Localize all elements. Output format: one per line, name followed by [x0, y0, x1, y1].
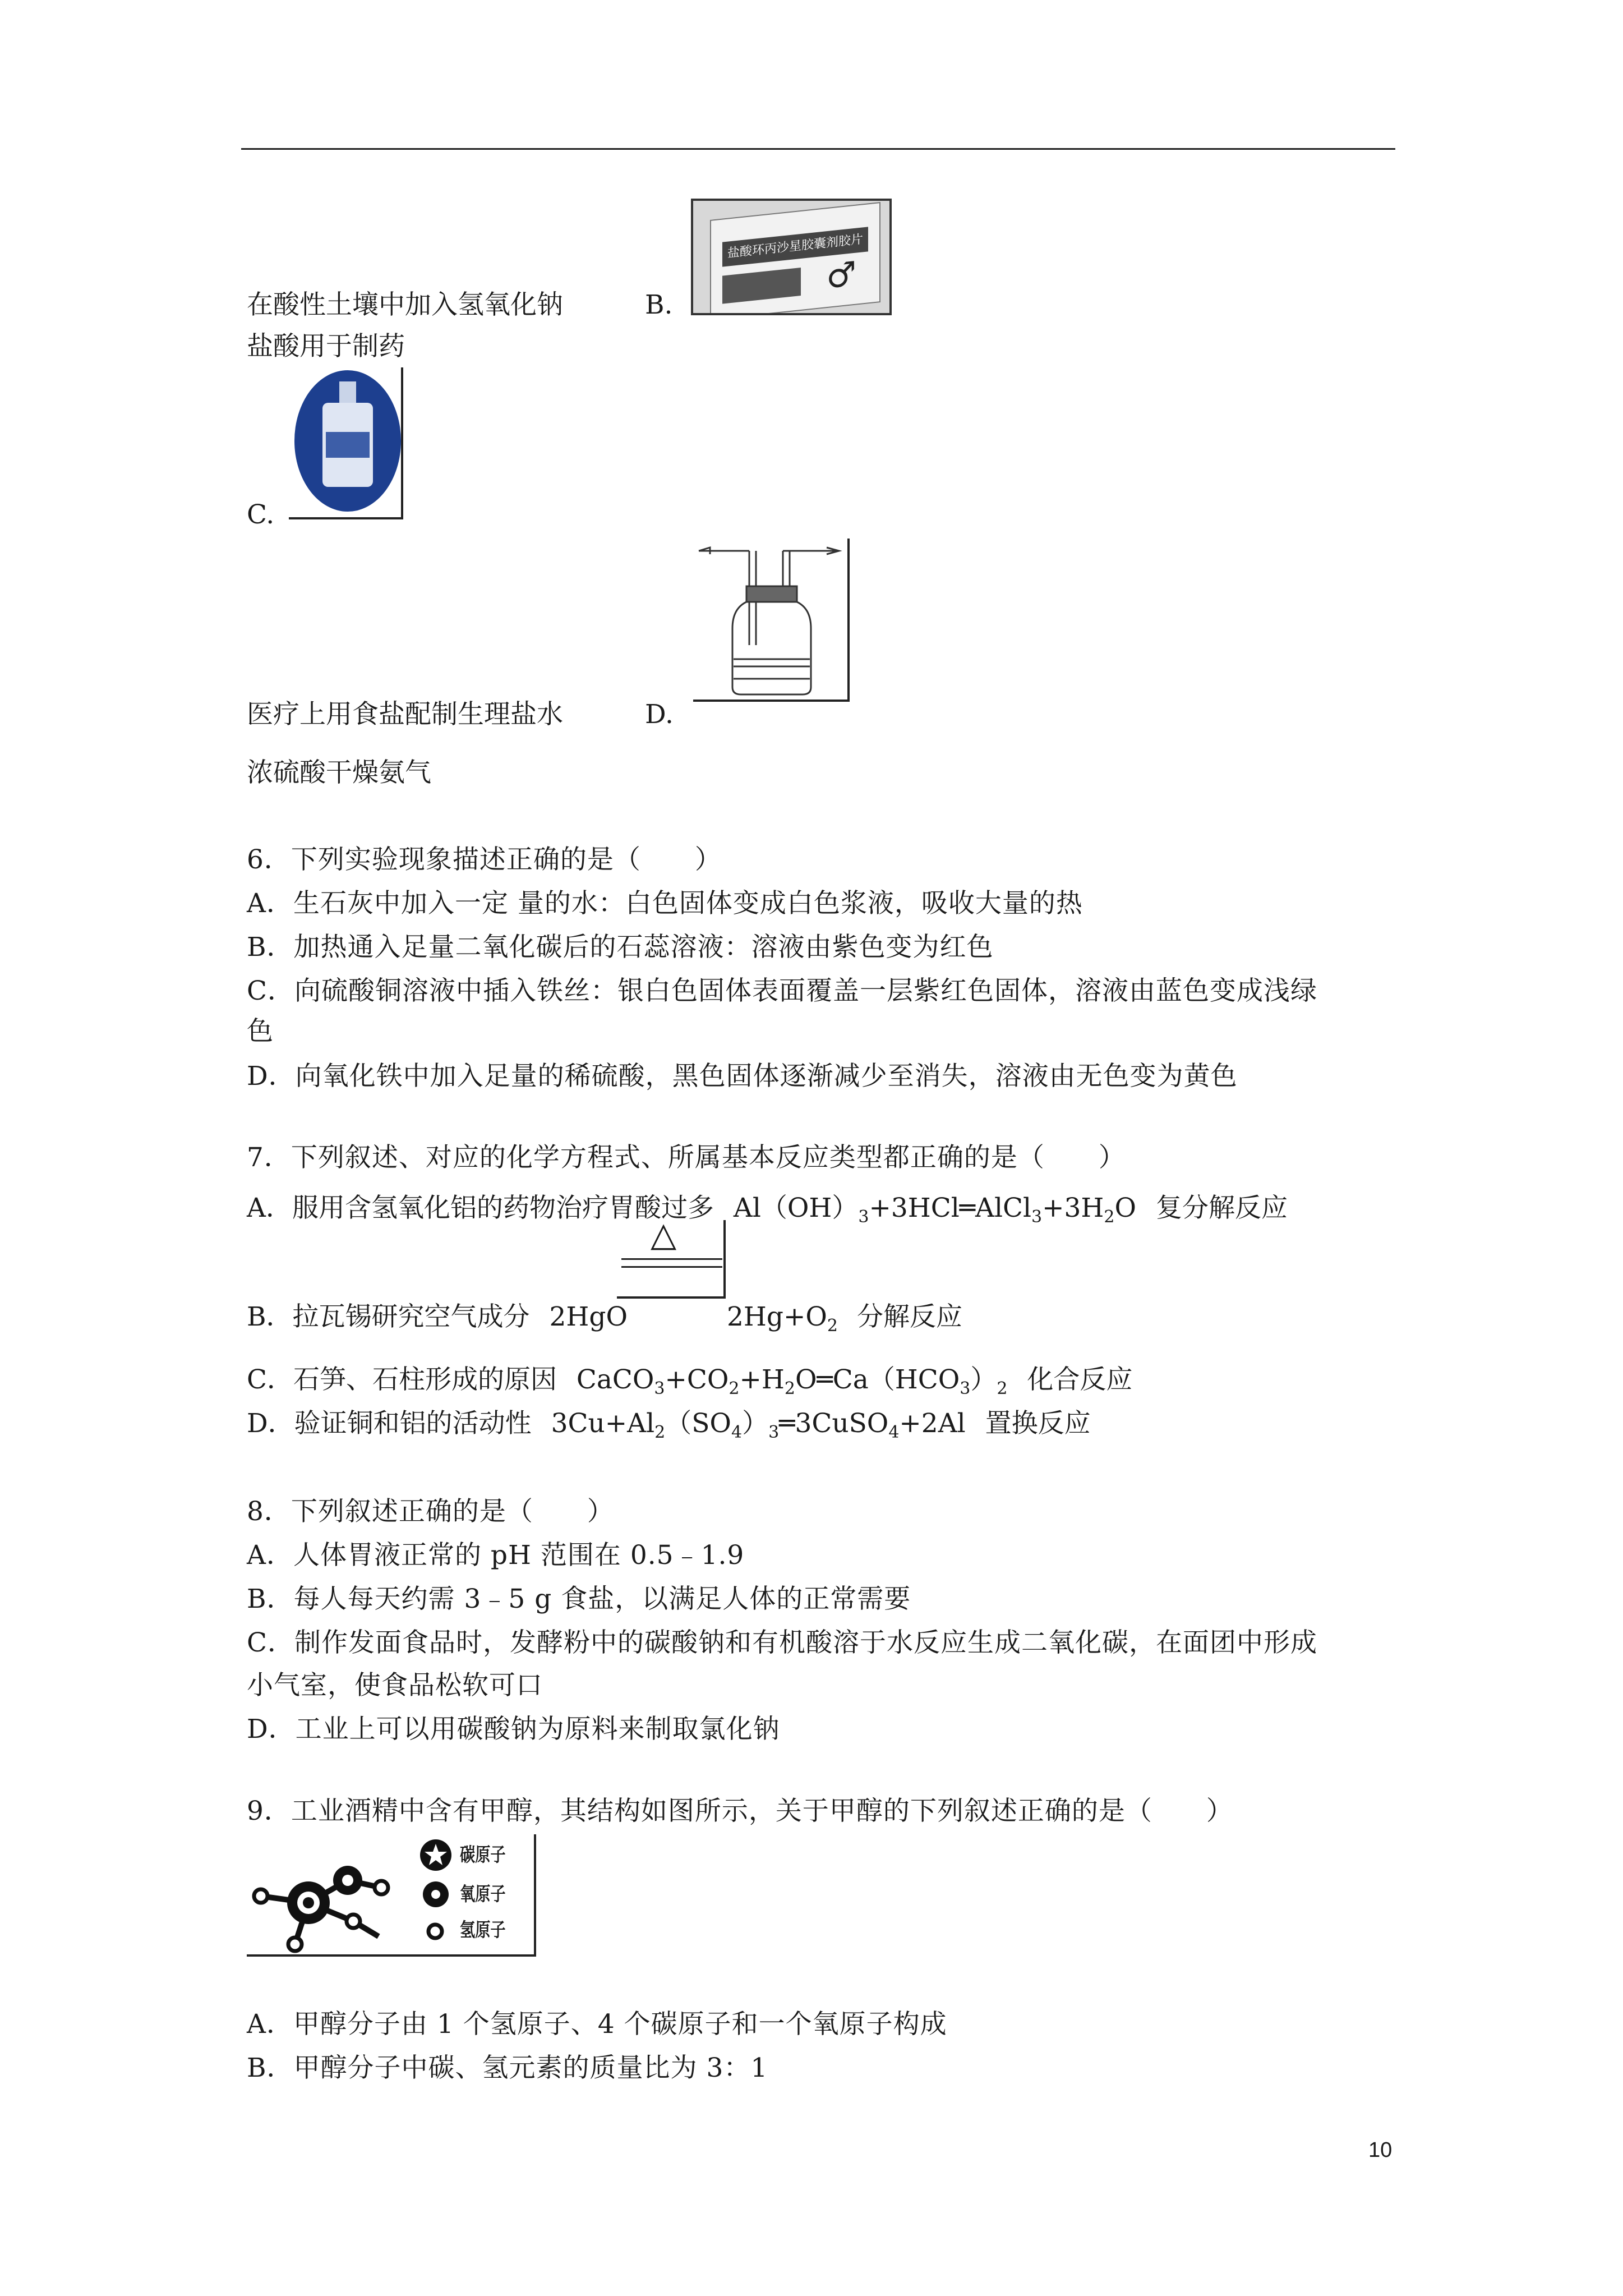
q6-option-b: B．加热通入足量二氧化碳后的石蕊溶液：溶液由紫色变为红色: [247, 932, 994, 963]
medicine-box-image: [691, 199, 892, 315]
hydrogen-atom-icon: [254, 1889, 268, 1903]
legend-hydrogen-label: 氢原子: [460, 1919, 506, 1941]
q7-b-text: B．拉瓦锡研究空气成分: [247, 1301, 530, 1332]
q5-option-b-label: B.: [645, 289, 673, 320]
q7-a-reaction-type: 复分解反应: [1156, 1193, 1288, 1223]
q7-b-reactant: 2HgO: [549, 1301, 628, 1332]
legend-hydrogen-icon: [425, 1921, 445, 1941]
gas-washing-bottle-diagram: [693, 539, 847, 700]
header-rule: [241, 148, 1395, 150]
q7-c-equation: $CaCO_3+CO_2+H_2O═Ca(HCO_3)_2$: [576, 1364, 1008, 1398]
hydrogen-atom-icon: [375, 1881, 388, 1894]
q7-option-b: [247, 1300, 628, 1334]
q7-d-equation: $3Cu+Al_2(SO_4)_3═3CuSO_4+2Al$: [551, 1408, 966, 1442]
q9-stem: 9．工业酒精中含有甲醇，其结构如图所示，关于甲醇的下列叙述正确的是（ ）: [247, 1796, 1233, 1826]
hydrogen-atom-icon: [288, 1938, 302, 1951]
hydrogen-atom-icon: [347, 1915, 360, 1928]
q7-b-condition-box: [617, 1215, 726, 1299]
q8-option-d: D．工业上可以用碳酸钠为原料来制取氯化钠: [247, 1714, 780, 1745]
page-number: 10: [1368, 2138, 1393, 2162]
medicine-box-face: [710, 202, 880, 315]
q5-option-b-text: 盐酸用于制药: [247, 331, 405, 362]
methanol-molecule-diagram: [247, 1834, 432, 1954]
q5-option-c-label: C.: [247, 499, 275, 530]
carbon-atom-icon: [287, 1881, 330, 1924]
q8-option-c-line1: C．制作发面食品时，发酵粉中的碳酸钠和有机酸溶于水反应生成二氧化碳，在面团中形成: [247, 1627, 1317, 1658]
saline-bottle-frame: [289, 367, 403, 519]
q5-option-c-text: 医疗上用食盐配制生理盐水: [247, 699, 563, 730]
q9-option-a: A．甲醇分子由 1 个氢原子、4 个碳原子和一个氧原子构成: [247, 2009, 947, 2040]
q7-option-d: [247, 1407, 1091, 1450]
bottle-label: [326, 432, 370, 458]
q7-stem: 7．下列叙述、对应的化学方程式、所属基本反应类型都正确的是（ ）: [247, 1142, 1126, 1173]
legend-carbon-icon: [418, 1837, 454, 1873]
q7-b-reaction-type: 分解反应: [856, 1301, 962, 1332]
q6-option-c-line2: 色: [247, 1016, 274, 1047]
q6-option-a: A．生石灰中加入一定 量的水：白色固体变成白色浆液，吸收大量的热: [247, 888, 1083, 919]
q7-option-a: [247, 1191, 1288, 1234]
q5-option-d-label: D.: [645, 699, 674, 730]
q7-a-equation: $Al(OH)_3+3HCl═AlCl_3+3H_2O$: [733, 1193, 1137, 1227]
q8-stem: 8．下列叙述正确的是（ ）: [247, 1496, 614, 1527]
q6-option-d: D．向氧化铁中加入足量的稀硫酸，黑色固体逐渐减少至消失，溶液由无色变为黄色: [247, 1061, 1238, 1092]
q7-b-product: $2Hg+O_2$ 分解反应: [727, 1301, 962, 1336]
q7-a-text: A．服用含氢氧化铝的药物治疗胃酸过多: [247, 1193, 714, 1223]
legend-carbon-label: 碳原子: [460, 1844, 506, 1866]
q8-option-a: A．人体胃液正常的 pH 范围在 0.5﹣1.9: [247, 1540, 745, 1571]
q7-c-text: C．石笋、石柱形成的原因: [247, 1364, 557, 1395]
legend-oxygen-label: 氧原子: [460, 1883, 506, 1906]
medicine-box-strip: [722, 268, 801, 304]
oxygen-atom-icon: [333, 1866, 362, 1895]
q8-option-c-line2: 小气室，使食品松软可口: [247, 1670, 543, 1701]
gender-symbol-icon: ♂: [826, 254, 856, 297]
bottle-neck: [339, 381, 356, 404]
gas-washing-bottle-frame: [693, 539, 850, 702]
q5-option-d-text: 浓硫酸干燥氨气: [247, 757, 431, 788]
q6-stem: 6．下列实验现象描述正确的是（ ）: [247, 844, 722, 875]
q7-d-reaction-type: 置换反应: [985, 1408, 1091, 1439]
q7-d-text: D．验证铜和铝的活动性: [247, 1408, 532, 1439]
legend-oxygen-icon: [421, 1879, 451, 1910]
equals-bar-top: [621, 1258, 722, 1260]
q9-option-b: B．甲醇分子中碳、氢元素的质量比为 3：1: [247, 2053, 768, 2083]
q5-option-a-text: 在酸性土壤中加入氢氧化钠: [247, 289, 563, 320]
q7-option-c: [247, 1363, 1132, 1406]
q6-option-c-line1: C．向硫酸铜溶液中插入铁丝：银白色固体表面覆盖一层紫红色固体，溶液由蓝色变成浅绿: [247, 976, 1317, 1006]
equals-bar-bottom: [621, 1266, 722, 1268]
medicine-box-band: 盐酸环丙沙星胶囊剂胶片: [722, 227, 868, 266]
q7-c-reaction-type: 化合反应: [1027, 1364, 1133, 1395]
saline-bottle-image: [294, 370, 401, 512]
heat-symbol: △: [651, 1215, 677, 1254]
q8-option-b: B．每人每天约需 3﹣5 g 食盐，以满足人体的正常需要: [247, 1584, 911, 1614]
methanol-structure-frame: [247, 1834, 536, 1957]
